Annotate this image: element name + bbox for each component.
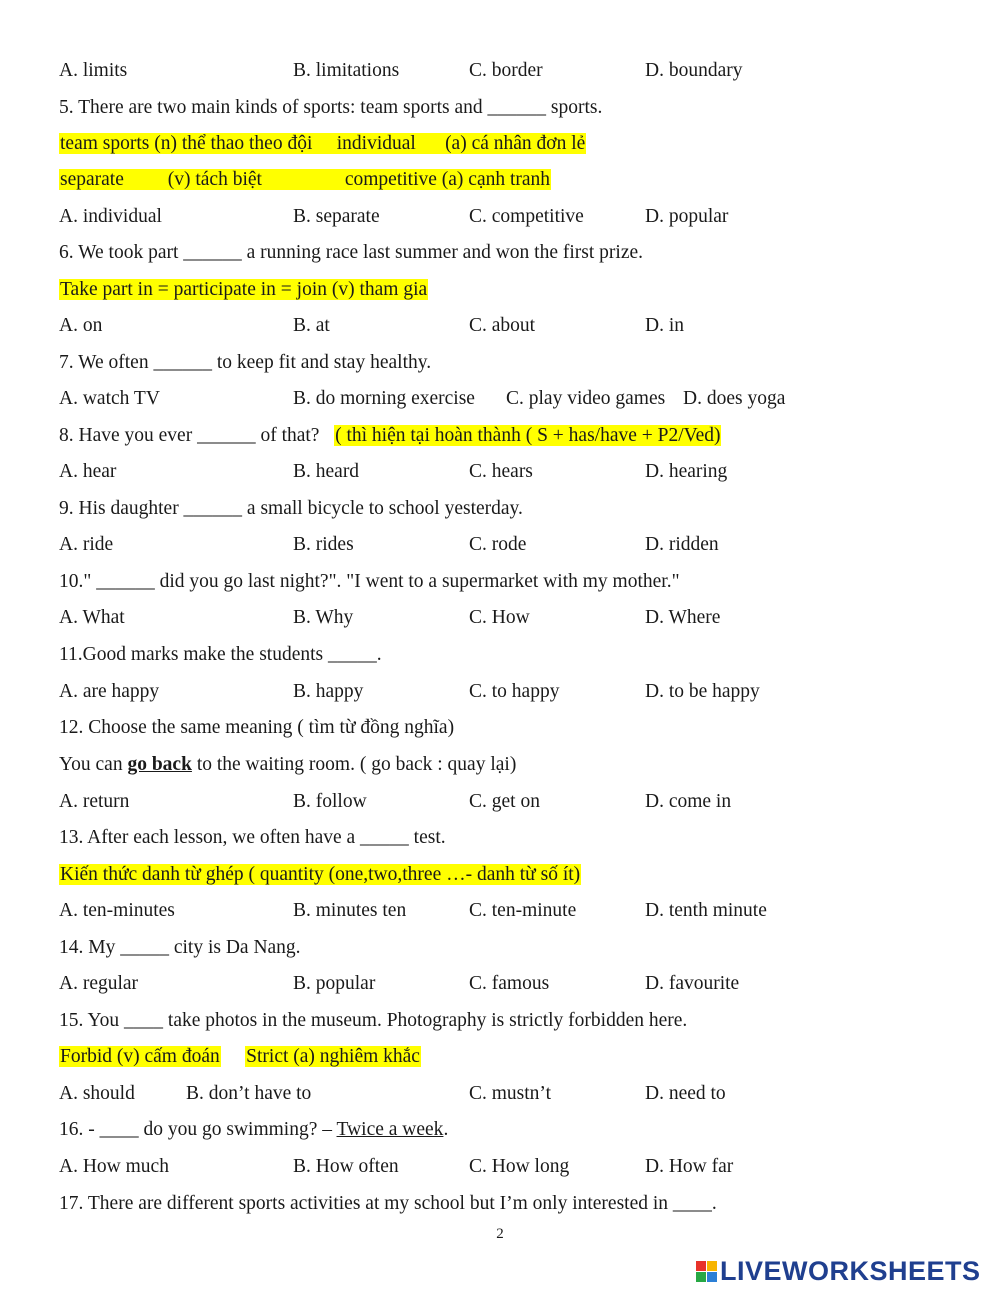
q5-option-b: B. separate [293, 206, 380, 227]
q13-stem: 13. After each lesson, we often have a _____ test. [59, 827, 446, 848]
q12-stem: 12. Choose the same meaning ( tìm từ đồng nghĩa) [59, 717, 455, 738]
q11-option-c: C. to happy [469, 681, 560, 702]
q17-stem: 17. There are different sports activities at my school but I’m only interested in ____. [59, 1193, 717, 1214]
q12-option-c: C. get on [469, 791, 540, 812]
q5-note-line1 [59, 132, 586, 156]
q12-option-a: A. return [59, 791, 130, 812]
q8-option-c: C. hears [469, 461, 533, 482]
q12-option-d: D. come in [645, 791, 732, 812]
q8-stem: 8. Have you ever ______ of that? [59, 425, 320, 446]
q7-option-a: A. watch TV [59, 388, 160, 409]
logo-square-green [696, 1272, 706, 1282]
q5-note-line2 [59, 168, 551, 192]
q15-option-d: D. need to [645, 1083, 726, 1104]
q16-option-d: D. How far [645, 1156, 734, 1177]
q4-option-d: D. boundary [645, 60, 743, 81]
q13-option-a: A. ten-minutes [59, 900, 175, 921]
q16-option-c: C. How long [469, 1156, 570, 1177]
q13-note: Kiến thức danh từ ghép ( quantity (one,two,three …- danh từ số ít) [60, 864, 581, 885]
q7-option-c: C. play video games [506, 388, 666, 409]
logo-square-blue [707, 1272, 717, 1282]
q10-option-c: C. How [469, 607, 530, 628]
q10-option-a: A. What [59, 607, 125, 628]
q9-option-c: C. rode [469, 534, 527, 555]
q15-note-forbid: Forbid (v) cấm đoán [60, 1046, 220, 1067]
q16-option-b: B. How often [293, 1156, 399, 1177]
q5-note-separate: separate (v) tách biệt competitive (a) cạnh tranh [60, 169, 551, 190]
q5-option-c: C. competitive [469, 206, 584, 227]
q9-option-a: A. ride [59, 534, 114, 555]
q4-option-b: B. limitations [293, 60, 400, 81]
q6-stem: 6. We took part ______ a running race last summer and won the first prize. [59, 242, 644, 263]
q6-note: Take part in = participate in = join (v) tham gia [60, 279, 428, 300]
q5-stem: 5. There are two main kinds of sports: team sports and ______ sports. [59, 97, 603, 118]
q6-option-b: B. at [293, 315, 330, 336]
q13-option-b: B. minutes ten [293, 900, 407, 921]
q8-stem-line [59, 424, 721, 448]
q12-sentence: You can go back to the waiting room. ( go back : quay lại) [59, 754, 517, 775]
q14-option-a: A. regular [59, 973, 139, 994]
q14-option-c: C. famous [469, 973, 550, 994]
q15-option-b: B. don’t have to [186, 1083, 312, 1104]
liveworksheets-logo-icon [696, 1261, 717, 1282]
q11-option-b: B. happy [293, 681, 364, 702]
q15-option-c: C. mustn’t [469, 1083, 551, 1104]
q16-keyword: Twice a week [336, 1119, 444, 1140]
q6-option-c: C. about [469, 315, 536, 336]
q10-option-d: D. Where [645, 607, 721, 628]
q5-option-a: A. individual [59, 206, 162, 227]
page-number: 2 [496, 1226, 504, 1242]
liveworksheets-logo-text: LIVEWORKSHEETS [720, 1255, 981, 1286]
q13-option-d: D. tenth minute [645, 900, 767, 921]
q7-stem: 7. We often ______ to keep fit and stay healthy. [59, 352, 432, 373]
q11-stem: 11.Good marks make the students _____. [59, 644, 382, 665]
q8-option-d: D. hearing [645, 461, 728, 482]
logo-square-yellow [707, 1261, 717, 1271]
q7-option-d: D. does yoga [683, 388, 786, 409]
q14-stem: 14. My _____ city is Da Nang. [59, 937, 301, 958]
q8-note: ( thì hiện tại hoàn thành ( S + has/have + P2/Ved) [335, 425, 721, 446]
q9-option-d: D. ridden [645, 534, 719, 555]
q6-option-a: A. on [59, 315, 103, 336]
liveworksheets-logo[interactable] [696, 1255, 981, 1287]
q16-option-a: A. How much [59, 1156, 169, 1177]
q10-option-b: B. Why [293, 607, 354, 628]
q5-option-d: D. popular [645, 206, 729, 227]
q10-stem: 10." ______ did you go last night?". "I went to a supermarket with my mother." [59, 571, 680, 592]
q15-option-a: A. should [59, 1083, 135, 1104]
q5-note-team: team sports (n) thể thao theo đội individual (a) cá nhân đơn lẻ [60, 133, 586, 154]
q14-option-b: B. popular [293, 973, 376, 994]
q15-stem: 15. You ____ take photos in the museum. Photography is strictly forbidden here. [59, 1010, 688, 1031]
q16-stem: 16. - ____ do you go swimming? – Twice a week. [59, 1119, 449, 1140]
q6-option-d: D. in [645, 315, 684, 336]
q12-keyword: go back [127, 754, 192, 775]
q11-option-d: D. to be happy [645, 681, 760, 702]
q14-option-d: D. favourite [645, 973, 740, 994]
q9-stem: 9. His daughter ______ a small bicycle to school yesterday. [59, 498, 523, 519]
logo-square-red [696, 1261, 706, 1271]
q4-option-c: C. border [469, 60, 543, 81]
q4-option-a: A. limits [59, 60, 128, 81]
q8-option-b: B. heard [293, 461, 360, 482]
q12-option-b: B. follow [293, 791, 367, 812]
q15-note-strict: Strict (a) nghiêm khắc [246, 1046, 420, 1067]
q15-note-line [59, 1045, 421, 1069]
q13-option-c: C. ten-minute [469, 900, 577, 921]
q7-option-b: B. do morning exercise [293, 388, 475, 409]
q9-option-b: B. rides [293, 534, 354, 555]
q11-option-a: A. are happy [59, 681, 160, 702]
q8-option-a: A. hear [59, 461, 117, 482]
